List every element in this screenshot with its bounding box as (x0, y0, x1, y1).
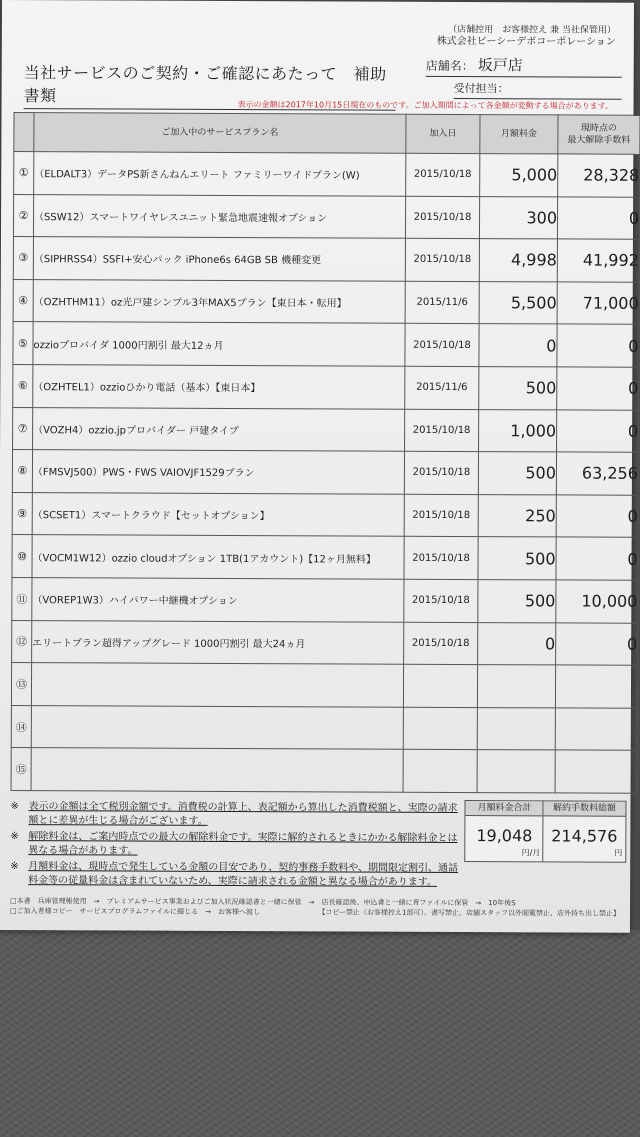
note-text: 解除料金は、ご案内時点での最大の解除料金です。実際に解約されるときにかかる解除料金とは異なる場合があります。 (28, 831, 458, 857)
header-company-block (437, 24, 616, 49)
table-row (13, 194, 639, 239)
join-date (403, 664, 477, 707)
cancel-fee: 63,256 (556, 452, 638, 495)
table-row (11, 748, 637, 793)
plan-name: （OZHTHM11）oz光戸建シンプル3年MAX5プラン【東日本・転用】 (33, 279, 405, 323)
plan-name: （SIPHRSS4）SSFI+安心パック iPhone6s 64GB SB 機種変更 (33, 237, 405, 281)
header-monthly-fee: 月額料金 (480, 115, 558, 154)
plan-name (31, 705, 403, 749)
usage-note: （店舗控用 お客様控え 兼 当社保管用） (448, 24, 616, 36)
table-row (14, 152, 640, 197)
monthly-fee (477, 750, 555, 793)
plan-rows (11, 152, 640, 794)
note-text: 表示の金額は全て税別金額です。消費税の計算上、表記額から算出した消費税額と、実際の請求額とに差異が生じる場合がございます。 (28, 801, 458, 827)
plan-name: ozzioプロバイダ 1000円割引 最大12ヵ月 (33, 322, 405, 366)
table-row (12, 450, 638, 495)
plan-name: エリートプラン超得アップグレード 1000円割引 最大24ヵ月 (32, 620, 404, 664)
note-text: 月額料金は、現時点で発生している金額の目安であり、契約事務手数料や、期間限定割引、通話料金等の従量料金は含まれていないため、実際に請求される金額と異なる場合があります。 (28, 861, 459, 888)
join-date: 2015/10/18 (406, 153, 480, 196)
footer-instructions (10, 896, 620, 919)
monthly-fee: 5,500 (479, 281, 557, 324)
table-row (11, 663, 637, 708)
monthly-fee: 500 (478, 580, 556, 623)
cancel-fee: 0 (556, 622, 638, 665)
cancel-fee: 28,328 (558, 154, 640, 197)
price-notice: 表示の金額は2017年10月15日現在のものです。ご加入期間によって各金額が変動する場合があります。 (237, 100, 613, 111)
row-number: ⑨ (12, 492, 32, 535)
footer-line-2: □ご加入者様コピー サービスプログラムファイルに綴じる → お客様へ渡し (10, 907, 261, 917)
cancel-fee (555, 750, 637, 793)
table-row (11, 705, 637, 750)
row-number: ② (13, 194, 33, 237)
monthly-fee: 0 (479, 324, 557, 367)
join-date (403, 750, 477, 793)
cancel-fee: 0 (557, 367, 639, 410)
row-number: ⑧ (12, 450, 32, 493)
join-date: 2015/10/18 (405, 409, 479, 452)
store-name: 坂戸店 (477, 56, 523, 75)
join-date: 2015/10/18 (405, 238, 479, 281)
join-date: 2015/11/6 (405, 281, 479, 324)
table-row (13, 322, 639, 367)
service-plan-table (11, 112, 640, 794)
footer-note (10, 860, 460, 890)
plan-name: （VOZH4）ozzio.jpプロバイダー 戸建タイプ (33, 407, 405, 451)
row-number: ⑭ (11, 705, 31, 748)
join-date: 2015/10/18 (405, 196, 479, 239)
note-mark: ※ (10, 801, 19, 813)
table-row (13, 407, 639, 452)
join-date: 2015/10/18 (405, 324, 479, 367)
header-plan-name: ご加入中のサービスプラン名 (34, 113, 406, 154)
monthly-fee: 1,000 (479, 409, 557, 452)
join-date: 2015/11/6 (405, 366, 479, 409)
plan-name (31, 748, 403, 792)
row-number: ⑦ (13, 407, 33, 450)
cancel-fee: 41,992 (557, 239, 639, 282)
cancel-total-unit: 円 (614, 848, 623, 858)
join-date: 2015/10/18 (404, 537, 478, 580)
representative-field (454, 80, 622, 100)
plan-name: （FMSVJ500）PWS・FWS VAIOVJF1529プラン (32, 450, 404, 494)
row-number: ④ (13, 279, 33, 322)
cancel-fee: 0 (557, 324, 639, 367)
table-row (13, 237, 639, 282)
cancel-fee: 0 (557, 409, 639, 452)
representative-label: 受付担当： (453, 81, 509, 96)
table-row (12, 492, 638, 537)
plan-name: （ELDALT3）データPS新さんねんエリート ファミリーワイドプラン(W) (34, 152, 406, 196)
row-number: ⑪ (12, 577, 32, 620)
company-name: 株式会社ビーシーデポコーポレーション (436, 35, 616, 48)
monthly-fee (477, 665, 555, 708)
cancel-fee: 0 (557, 197, 639, 240)
monthly-fee: 300 (479, 196, 557, 239)
table-header-row (14, 113, 640, 155)
footer-restriction: 【コピー禁止（お客様控え1部可）、書写禁止、店舗スタッフ以外閲覧禁止、店外持ち出し禁止】 (318, 908, 621, 918)
cancel-fee: 71,000 (557, 282, 639, 325)
monthly-fee (477, 707, 555, 750)
join-date (403, 707, 477, 750)
row-number: ③ (13, 237, 33, 280)
cancel-fee (555, 708, 637, 751)
header-cancel-fee: 現時点の 最大解除手数料 (558, 115, 640, 154)
monthly-fee: 250 (478, 494, 556, 537)
monthly-fee: 4,998 (479, 239, 557, 282)
plan-name: （OZHTEL1）ozzioひかり電話（基本）【東日本】 (33, 365, 405, 409)
join-date: 2015/10/18 (404, 622, 478, 665)
join-date: 2015/10/18 (404, 494, 478, 537)
note-mark: ※ (10, 831, 19, 843)
plan-name: （VOCM1W12）ozzio cloudオプション 1TB(1アカウント)【12ヶ月無料】 (32, 535, 404, 579)
row-number: ① (14, 152, 34, 195)
header-join-date: 加入日 (406, 114, 480, 153)
row-number: ⑫ (12, 620, 32, 663)
footer-line-1: □本書 兵庫管理帳使用 → プレミアムサービス事業およびご加入状況確認書と一緒に保管 → 店長確認後、申込書と一緒に青ファイルに保管 → 10年後S (10, 897, 516, 908)
cancel-fee: 0 (556, 495, 638, 538)
store-label: 店舗名： (425, 58, 474, 74)
table-row (13, 279, 639, 324)
table-row (12, 620, 638, 665)
document-title: 当社サービスのご契約・ご確認にあたって 補助書類 (24, 60, 396, 111)
footer-note (10, 830, 460, 860)
footer-note (10, 800, 460, 830)
fabric-background (0, 930, 640, 1137)
monthly-fee: 500 (479, 367, 557, 410)
monthly-fee: 0 (478, 622, 556, 665)
cancel-fee: 10,000 (556, 580, 638, 623)
table-row (13, 365, 639, 410)
monthly-fee: 5,000 (480, 154, 558, 197)
note-mark: ※ (10, 861, 19, 873)
cancel-fee: 0 (556, 537, 638, 580)
table-row (12, 535, 638, 580)
row-number: ⑥ (13, 365, 33, 408)
store-field (426, 54, 622, 78)
row-number: ⑤ (13, 322, 33, 365)
monthly-total-box (464, 800, 544, 862)
monthly-total-value: 19,048 (476, 826, 533, 846)
monthly-fee: 500 (478, 537, 556, 580)
join-date: 2015/10/18 (404, 451, 478, 494)
footer-notes (10, 800, 460, 892)
header-number (14, 113, 34, 152)
plan-name: （SCSET1）スマートクラウド【セットオプション】 (32, 492, 404, 536)
plan-name: （SSW12）スマートワイヤレスユニット緊急地震速報オプション (33, 194, 405, 238)
monthly-fee: 500 (478, 452, 556, 495)
monthly-total-unit: 円/月 (521, 848, 541, 858)
cancel-total-box (542, 800, 626, 862)
monthly-total-label: 月額料金合計 (465, 801, 543, 816)
join-date: 2015/10/18 (404, 579, 478, 622)
cancel-total-value: 214,576 (551, 826, 618, 846)
row-number: ⑮ (11, 748, 31, 791)
cancel-total-label: 解約手数料総額 (543, 801, 625, 816)
row-number: ⑩ (12, 535, 32, 578)
row-number: ⑬ (11, 663, 31, 706)
cancel-fee (555, 665, 637, 708)
plan-name (31, 663, 403, 707)
totals-block (465, 800, 627, 858)
table-row (12, 577, 638, 622)
plan-name: （VOREP1W3）ハイパワー中継機オプション (32, 578, 404, 622)
